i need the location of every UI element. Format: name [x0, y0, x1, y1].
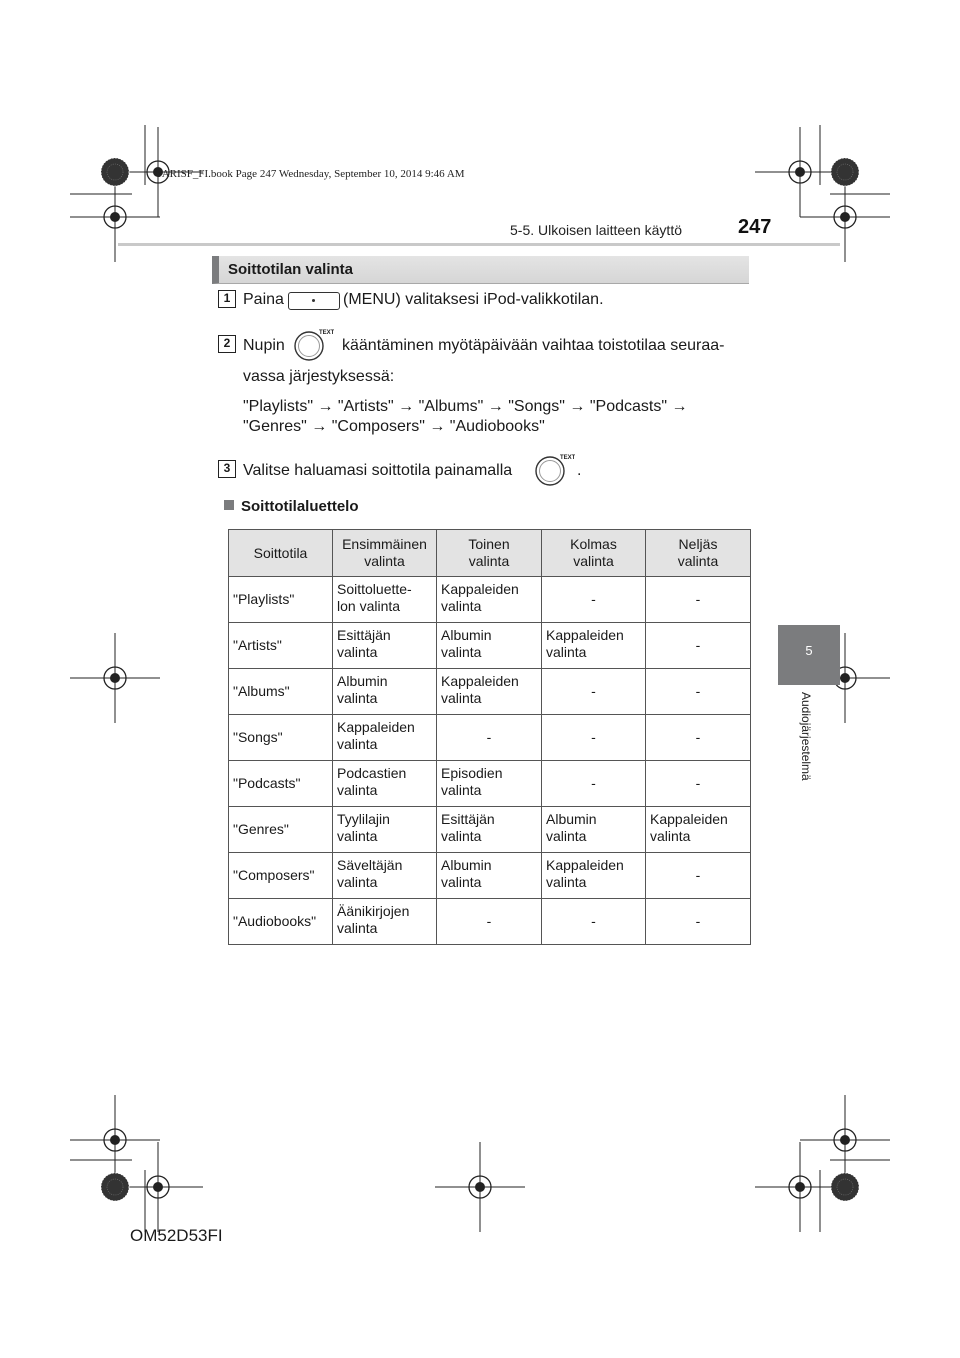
- step-3-text-end: .: [577, 462, 582, 479]
- document-code: OM52D53FI: [130, 1226, 223, 1245]
- table-cell: Äänikirjojen valinta: [333, 899, 437, 945]
- table-cell: Tyylilajin valinta: [333, 807, 437, 853]
- knob-label: TEXT: [560, 455, 575, 461]
- table-cell: "Albums": [229, 669, 333, 715]
- subsection-title: Soittotilaluettelo: [241, 498, 359, 515]
- table-cell: Soittoluette- lon valinta: [333, 577, 437, 623]
- table-cell: Kappaleiden valinta: [542, 623, 646, 669]
- table-cell: Kappaleiden valinta: [646, 807, 751, 853]
- table-cell: Kappaleiden valinta: [333, 715, 437, 761]
- step-2-text-end: kääntäminen myötäpäivään vaihtaa toistotilaa seuraa-: [342, 337, 725, 354]
- table-cell: Kappaleiden valinta: [542, 853, 646, 899]
- section-heading: Soittotilan valinta: [212, 256, 749, 284]
- table-cell: -: [542, 715, 646, 761]
- step-2-text-line2: vassa järjestyksessä:: [243, 368, 395, 385]
- square-bullet-icon: [224, 500, 234, 510]
- mode-sequence-line1: "Playlists" → "Artists" → "Albums" → "Songs" → "Podcasts" →: [243, 398, 688, 415]
- mode-sequence-line2: "Genres" → "Composers" → "Audiobooks": [243, 418, 545, 435]
- menu-button-icon: [288, 292, 340, 310]
- table-cell: -: [437, 715, 542, 761]
- table-row: [229, 577, 751, 623]
- page-number: 247: [738, 216, 772, 238]
- step-1-text-end: (MENU) valitaksesi iPod-valikkotilan.: [343, 291, 604, 308]
- subsection-heading: [224, 498, 359, 515]
- table-cell: Kappaleiden valinta: [437, 669, 542, 715]
- table-cell: "Composers": [229, 853, 333, 899]
- table-cell: Albumin valinta: [437, 853, 542, 899]
- table-cell: Esittäjän valinta: [437, 807, 542, 853]
- table-row: [229, 899, 751, 945]
- table-row: [229, 715, 751, 761]
- table-header-cell: Neljäs valinta: [646, 530, 751, 577]
- table-cell: Albumin valinta: [542, 807, 646, 853]
- table-header-cell: Soittotila: [229, 530, 333, 577]
- table-cell: -: [646, 761, 751, 807]
- knob-label: TEXT: [319, 330, 334, 336]
- table-cell: "Songs": [229, 715, 333, 761]
- table-cell: -: [542, 761, 646, 807]
- table-header-cell: Kolmas valinta: [542, 530, 646, 577]
- chapter-tab-number: 5: [805, 643, 813, 658]
- table-cell: -: [646, 669, 751, 715]
- tune-knob-icon: [292, 326, 334, 364]
- play-mode-table: [228, 529, 751, 945]
- chapter-tab: [778, 625, 840, 685]
- table-cell: -: [542, 669, 646, 715]
- step-3-text-start: Valitse haluamasi soittotila painamalla: [243, 462, 513, 479]
- step-number-1: 1: [218, 290, 236, 308]
- table-cell: Säveltäjän valinta: [333, 853, 437, 899]
- chapter-tab-title: Audiojärjestelmä: [799, 692, 813, 781]
- step-number-3: 3: [218, 460, 236, 478]
- table-cell: Kappaleiden valinta: [437, 577, 542, 623]
- table-cell: "Podcasts": [229, 761, 333, 807]
- table-cell: -: [542, 577, 646, 623]
- table-cell: -: [646, 853, 751, 899]
- book-info-line: YARISF_FI.book Page 247 Wednesday, September 10, 2014 9:46 AM: [155, 168, 465, 180]
- step-2-text-start: Nupin: [243, 337, 285, 354]
- table-cell: -: [646, 715, 751, 761]
- table-cell: -: [437, 899, 542, 945]
- step-1-text-start: Paina: [243, 291, 284, 308]
- table-row: [229, 853, 751, 899]
- table-header-cell: Toinen valinta: [437, 530, 542, 577]
- header-rule: [118, 243, 840, 246]
- table-row: [229, 807, 751, 853]
- tune-knob-icon: [533, 451, 575, 489]
- table-cell: "Genres": [229, 807, 333, 853]
- table-cell: "Audiobooks": [229, 899, 333, 945]
- table-cell: Albumin valinta: [437, 623, 542, 669]
- table-cell: Podcastien valinta: [333, 761, 437, 807]
- table-cell: -: [646, 577, 751, 623]
- step-number-2: 2: [218, 335, 236, 353]
- table-header-row: [229, 530, 751, 577]
- chapter-title: 5-5. Ulkoisen laitteen käyttö: [510, 222, 682, 238]
- table-cell: -: [646, 899, 751, 945]
- table-cell: "Playlists": [229, 577, 333, 623]
- table-row: [229, 761, 751, 807]
- table-cell: Episodien valinta: [437, 761, 542, 807]
- table-cell: Esittäjän valinta: [333, 623, 437, 669]
- table-cell: Albumin valinta: [333, 669, 437, 715]
- table-cell: -: [542, 899, 646, 945]
- table-cell: -: [646, 623, 751, 669]
- table-cell: "Artists": [229, 623, 333, 669]
- table-header-cell: Ensimmäinen valinta: [333, 530, 437, 577]
- table-row: [229, 669, 751, 715]
- table-row: [229, 623, 751, 669]
